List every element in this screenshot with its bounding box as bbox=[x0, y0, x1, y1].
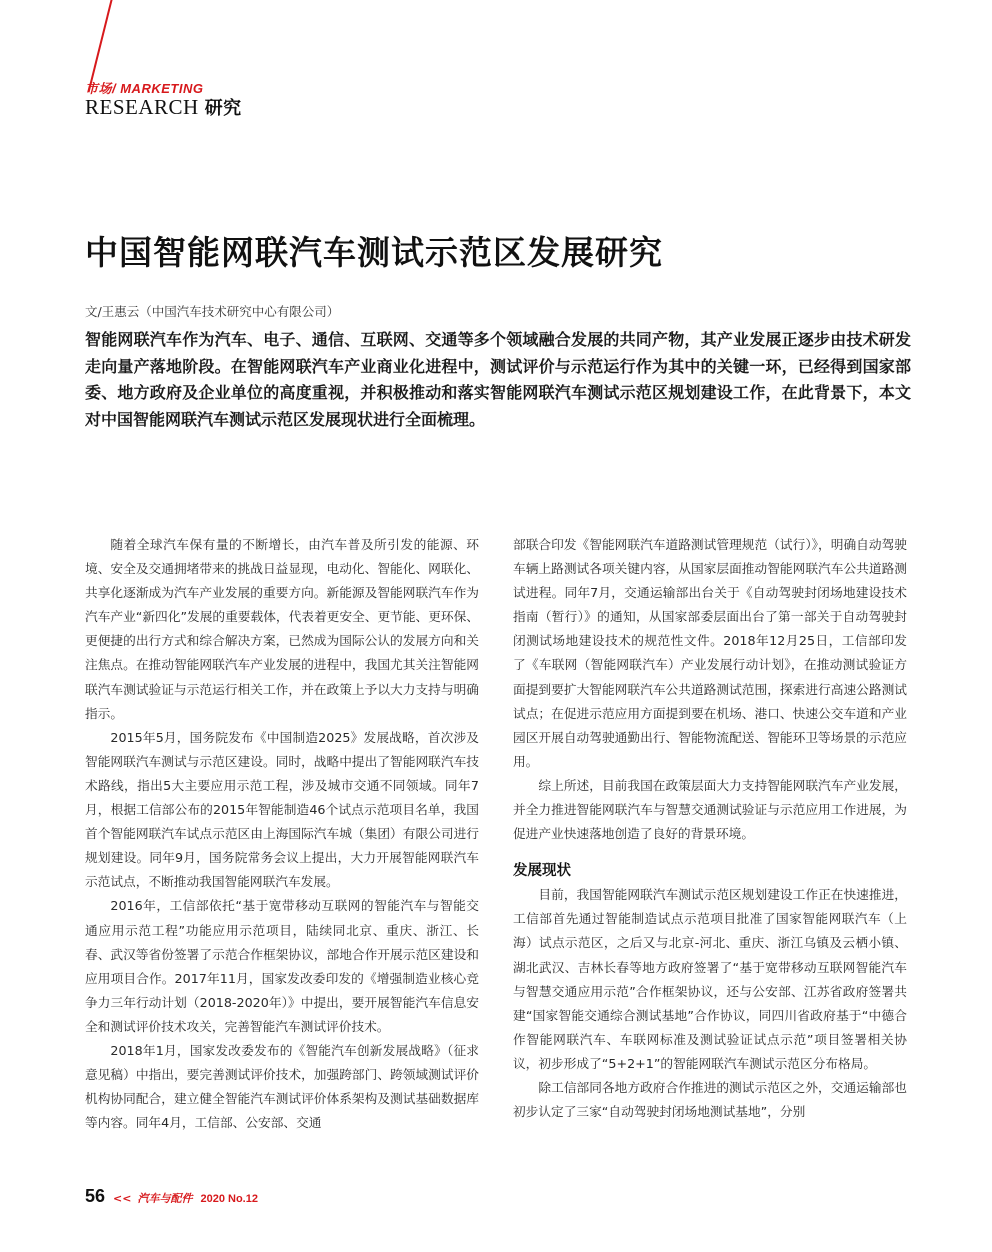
article-title: 中国智能网联汽车测试示范区发展研究 bbox=[85, 233, 663, 272]
section-name-en: RESEARCH bbox=[85, 95, 199, 119]
section-name-cn: 研究 bbox=[204, 98, 242, 119]
paragraph: 目前，我国智能网联汽车测试示范区规划建设工作正在快速推进，工信部首先通过智能制造试点示范项目批准了国家智能网联汽车（上海）试点示范区，之后又与北京-河北、重庆、浙江乌镇及云栖小镇、湖北武汉、吉林长春等地方政府签署了“基于宽带移动互联网智能汽车与智慧交通应用示范”合作框架协议，还与公安部、江苏省政府签署共建“国家智能交通综合测试基地”合作协议，同四川省政府基于“中德合作智能网联汽车、车联网标准及测试验证试点示范”项目签署相关协议，初步形成了“5+2+1”的智能网联汽车测试示范区分布格局。 bbox=[513, 887, 907, 1071]
page-number: 56 bbox=[85, 1186, 106, 1206]
left-column bbox=[85, 533, 479, 1135]
paragraph: 2018年1月，国家发改委发布的《智能汽车创新发展战略》（征求意见稿）中指出，要完善测试评价技术，加强跨部门、跨领域测试评价机构协同配合，建立健全智能汽车测试评价体系架构及测试基础数据库等内容。同年4月，工信部、公安部、交通 bbox=[85, 1042, 479, 1131]
paragraph: 2016年，工信部依托“基于宽带移动互联网的智能汽车与智能交通应用示范工程”功能应用示范项目，陆续同北京、重庆、浙江、长春、武汉等省份签署了示范合作框架协议，部地合作开展示范区建设和应用项目合作。2017年11月，国家发改委印发的《增强制造业核心竞争力三年行动计划（2018-2020年）》中提出，要开展智能汽车信息安全和测试评价技术攻关，完善智能汽车测试评价技术。 bbox=[85, 898, 479, 1034]
section-heading: 发展现状 bbox=[513, 863, 571, 880]
section-name bbox=[85, 94, 242, 120]
right-column bbox=[513, 533, 907, 1124]
magazine-name: 汽车与配件 bbox=[137, 1192, 193, 1205]
issue-number: 2020 No.12 bbox=[200, 1193, 258, 1205]
section-tag: 市场/ MARKETING bbox=[85, 81, 204, 96]
chevrons-icon: << bbox=[113, 1192, 132, 1205]
article-byline: 文/王惠云（中国汽车技术研究中心有限公司） bbox=[85, 304, 340, 319]
paragraph: 除工信部同各地方政府合作推进的测试示范区之外，交通运输部也初步认定了三家“自动驾驶封闭场地测试基地”，分别 bbox=[513, 1079, 907, 1120]
article-abstract: 智能网联汽车作为汽车、电子、通信、互联网、交通等多个领域融合发展的共同产物，其产业发展正逐步由技术研发走向量产落地阶段。在智能网联汽车产业商业化进程中，测试评价与示范运行作为其中的关键一环，已经得到国家部委、地方政府及企业单位的高度重视，并积极推动和落实智能网联汽车测试示范区规划建设工作，在此背景下，本文对中国智能网联汽车测试示范区发展现状进行全面梳理。 bbox=[85, 330, 911, 429]
paragraph: 随着全球汽车保有量的不断增长，由汽车普及所引发的能源、环境、安全及交通拥堵带来的挑战日益显现，电动化、智能化、网联化、共享化逐渐成为汽车产业发展的重要方向。新能源及智能网联汽车作为汽车产业“新四化”发展的重要载体，代表着更安全、更节能、更环保、更便捷的出行方式和综合解决方案，已然成为国际公认的发展方向和关注焦点。在推动智能网联汽车产业发展的进程中，我国尤其关注智能网联汽车测试验证与示范运行相关工作，并在政策上予以大力支持与明确指示。 bbox=[85, 537, 479, 721]
page-footer bbox=[85, 1186, 258, 1207]
paragraph-continued: 部联合印发《智能网联汽车道路测试管理规范（试行）》，明确自动驾驶车辆上路测试各项关键内容，从国家层面推动智能网联汽车公共道路测试进程。同年7月，交通运输部出台关于《自动驾驶封闭场地建设技术指南（暂行）》的通知，从国家部委层面出台了第一部关于自动驾驶封闭测试场地建设技术的规范性文件。2018年12月25日，工信部印发了《车联网（智能网联汽车）产业发展行动计划》，在推动测试验证方面提到要扩大智能网联汽车公共道路测试范围，探索进行高速公路测试试点；在促进示范应用方面提到要在机场、港口、快速公交车道和产业园区开展自动驾驶通勤出行、智能物流配送、智能环卫等场景的示范应用。 bbox=[513, 537, 907, 769]
paragraph: 2015年5月，国务院发布《中国制造2025》发展战略，首次涉及智能网联汽车测试与示范区建设。同时，战略中提出了智能网联汽车技术路线，指出5大主要应用示范工程，涉及城市交通不同领域。同年7月，根据工信部公布的2015年智能制造46个试点示范项目名单，我国首个智能网联汽车试点示范区由上海国际汽车城（集团）有限公司进行规划建设。同年9月，国务院常务会议上提出，大力开展智能网联汽车示范试点，不断推动我国智能网联汽车发展。 bbox=[85, 729, 479, 890]
paragraph: 综上所述，目前我国在政策层面大力支持智能网联汽车产业发展，并全力推进智能网联汽车与智慧交通测试验证与示范应用工作进展，为促进产业快速落地创造了良好的背景环境。 bbox=[513, 777, 907, 842]
